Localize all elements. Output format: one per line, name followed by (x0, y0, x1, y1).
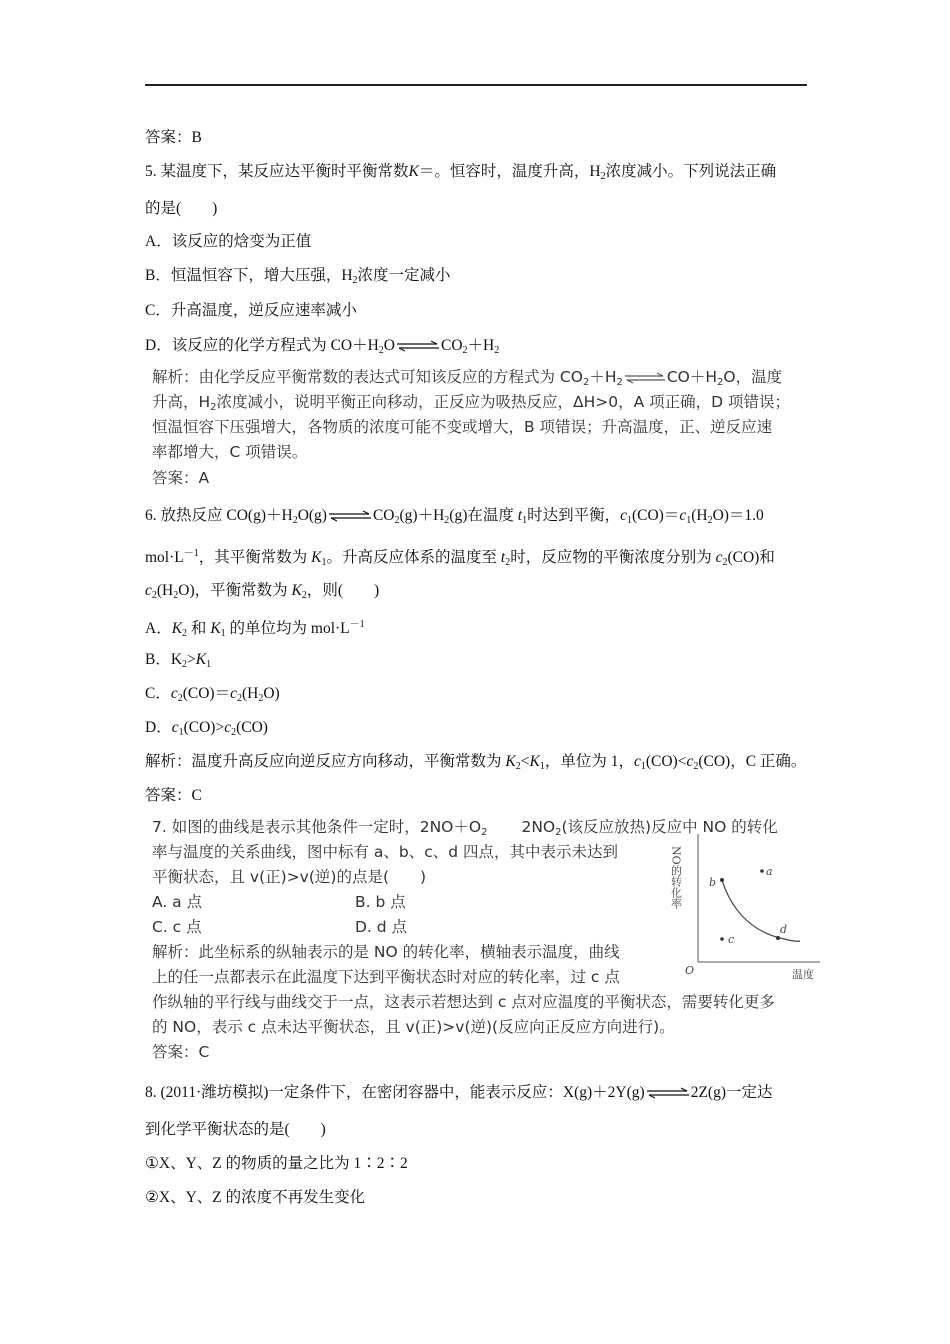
q5-option-c: C．升高温度，逆反应速率减小 (145, 302, 357, 319)
q6-stem-3: $c_2(H_2O)$，平衡常数为 $K_2$，则( ) (145, 582, 380, 601)
q6-option-d: D．$c_1(CO)>c_2(CO)$ (145, 719, 268, 738)
point-d-label: d (780, 923, 788, 936)
q6-stem-2: $mol\cdot L^{-1}$，其平衡常数为 $K_1$。升高反应体系的温度至 $t_2$时，反应物的平衡浓度分别为 $c_2(CO)$和 (145, 548, 775, 568)
point-b-label: b (709, 876, 717, 889)
q7-stem-3: 平衡状态，且 v(正)>v(逆)的点是( ) (152, 868, 427, 886)
q6-answer: 答案：C (145, 787, 202, 804)
equilibrium-arrow-icon (327, 510, 373, 522)
q7-option-d: D. d 点 (355, 918, 408, 936)
q6-explanation: 解析：温度升高反应向逆反应方向移动，平衡常数为 $K_2<K_1$，单位为 1，$c_1(CO)<c_2(CO)$，C 正确。 (145, 753, 807, 772)
q5-option-b: B．恒温恒容下，增大压强，$H_2$浓度一定减小 (145, 267, 451, 286)
q5-explanation-2: 升高，$H_2$浓度减小，说明平衡正向移动，正反应为吸热反应，ΔH>0，A 项正确，D 项错误； (152, 393, 791, 413)
point-c (720, 937, 724, 941)
q5-option-d: D．该反应的化学方程式为 $CO+H_2O$ $CO_2+H_2$ (145, 337, 500, 356)
q5-explanation-4: 率都增大，C 项错误。 (152, 443, 308, 461)
chart-ylabel: NO的转化率 (670, 846, 683, 909)
q7-answer: 答案：C (152, 1043, 210, 1061)
q8-statement-2: ②X、Y、Z 的浓度不再发生变化 (145, 1189, 366, 1206)
equilibrium-arrow-icon (487, 822, 521, 834)
q6-option-b: B．$K_2>K_1$ (145, 651, 212, 670)
q5-option-a: A．该反应的焓变为正值 (145, 233, 312, 250)
q6-option-a: A．$K_2$ 和 $K_1$ 的单位均为 $mol\cdot L^{-1}$ (145, 619, 365, 639)
q8-statement-1: ①X、Y、Z 的物质的量之比为 1∶2∶2 (145, 1155, 408, 1172)
equilibrium-arrow-icon (395, 340, 441, 352)
q5-answer: 答案：A (152, 469, 210, 487)
q7-stem-2: 率与温度的关系曲线，图中标有 a、b、c、d 四点，其中表示未达到 (152, 843, 619, 861)
q6-stem-1: 6. 放热反应 $CO(g)+H_2O(g)$ $CO_2(g)+H_2(g)$在温度 $t_1$时达到平衡，$c_1(CO)=c_1(H_2O)=1.0$ (145, 507, 764, 526)
q5-explanation-3: 恒温恒容下压强增大，各物质的浓度可能不变或增大，B 项错误；升高温度，正、逆反应速 (152, 418, 773, 436)
q7-explanation-3: 作纵轴的平行线与曲线交于一点，这表示若想达到 c 点对应温度的平衡状态，需要转化更多 (152, 993, 775, 1011)
point-d (776, 936, 780, 940)
q7-option-a: A. a 点 (152, 893, 203, 911)
q6-option-c: C．$c_2(CO)=c_2(H_2O)$ (145, 685, 280, 704)
answer-line: 答案：B (145, 129, 202, 146)
q5-stem-2: 的是( ) (145, 200, 218, 217)
point-a (760, 869, 764, 873)
equilibrium-arrow-icon (645, 1087, 691, 1099)
q7-stem-1: 7. 如图的曲线是表示其他条件一定时，$2NO+O_2$ $2NO_2$(该反应放热)反应中 NO 的转化 (152, 818, 778, 838)
origin-label: O (685, 964, 695, 977)
q8-stem-2: 到化学平衡状态的是( ) (145, 1121, 326, 1138)
no-conversion-chart (670, 828, 830, 980)
chart-xlabel: 温度 (792, 968, 814, 980)
q8-stem-1: 8. (2011·潍坊模拟)一定条件下，在密闭容器中，能表示反应：X(g)＋2Y(g) 2Z(g)一定达 (145, 1084, 773, 1101)
q7-option-c: C. c 点 (152, 918, 202, 936)
equilibrium-arrow-icon (623, 372, 667, 384)
point-c-label: c (728, 933, 735, 946)
q7-explanation-1: 解析：此坐标系的纵轴表示的是 NO 的转化率，横轴表示温度，曲线 (152, 943, 620, 961)
point-a-label: a (766, 865, 773, 878)
q7-explanation-2: 上的任一点都表示在此温度下达到平衡状态时对应的转化率，过 c 点 (152, 968, 620, 986)
q7-option-b: B. b 点 (355, 893, 406, 911)
q5-explanation-1: 解析：由化学反应平衡常数的表达式可知该反应的方程式为 $CO_2+H_2$ $CO+H_2O$，温度 (152, 368, 783, 388)
q5-stem: 5. 某温度下，某反应达平衡时平衡常数K＝。恒容时，温度升高，$H_2$浓度减小。下列说法正确 (145, 163, 777, 182)
header-rule (145, 84, 807, 86)
point-b (720, 878, 724, 882)
q7-explanation-4: 的 NO，表示 c 点未达平衡状态，且 v(正)>v(逆)(反应向正反应方向进行)。 (152, 1018, 675, 1036)
